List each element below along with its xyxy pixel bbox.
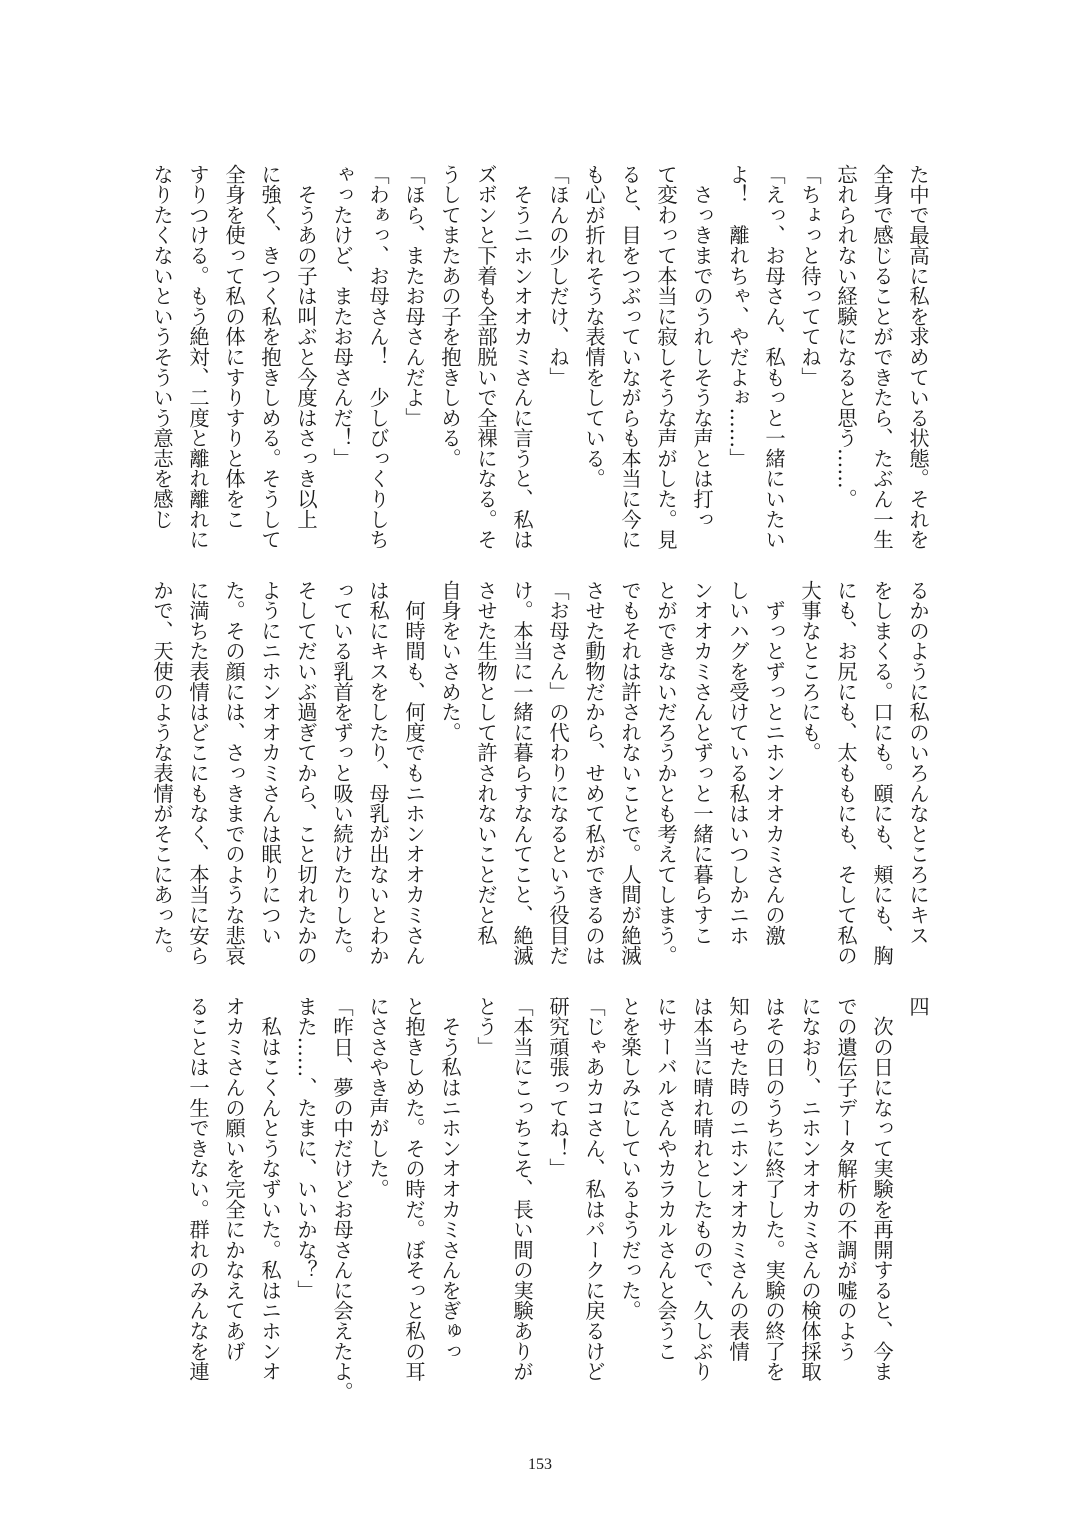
text-line: ると、目をつぶっていながらも本当に今に xyxy=(618,164,642,550)
text-line: さっきまでのうれしそうな声とは打っ xyxy=(690,164,714,530)
text-line: 知らせた時のニホンオオカミさんの表情 xyxy=(726,996,750,1362)
text-line: 忘れられない経験になると思う……。 xyxy=(834,164,858,509)
text-line: での遺伝子データ解析の不調が嘘のよう xyxy=(834,996,858,1362)
text-line: そしてだいぶ過ぎてから、こと切れたかの xyxy=(294,580,318,966)
text-line: は私にキスをしたり、母乳が出ないとわか xyxy=(366,580,390,966)
text-line: かで、天使のような表情がそこにあった。 xyxy=(150,580,174,966)
text-line: ずっとずっとニホンオオカミさんの激 xyxy=(762,580,786,946)
text-line: そう私はニホンオオカミさんをぎゅっ xyxy=(438,996,462,1362)
text-block-middle xyxy=(144,580,936,980)
text-line: と抱きしめた。その時だ。ぼそっと私の耳 xyxy=(402,996,426,1382)
text-line: 次の日になって実験を再開すると、今ま xyxy=(870,996,894,1382)
text-line: すりつける。もう絶対、二度と離れ離れに xyxy=(186,164,210,550)
text-line: なりたくないというそういう意志を感じ xyxy=(150,164,174,530)
text-line: に満ちた表情はどこにもなく、本当に安ら xyxy=(186,580,210,966)
text-line: 全身を使って私の体にすりすりと体をこ xyxy=(222,164,246,530)
text-line: た。その顔には、さっきまでのような悲哀 xyxy=(222,580,246,966)
text-line: オカミさんの願いを完全にかなえてあげ xyxy=(222,996,246,1362)
text-line: 「ちょっと待っててね」 xyxy=(798,164,822,388)
text-line: 研究頑張ってね！」 xyxy=(546,996,570,1179)
text-line: ようにニホンオオカミさんは眠りについ xyxy=(258,580,282,946)
text-line: うしてまたあの子を抱きしめる。 xyxy=(438,164,462,469)
text-line: ゃったけど、またお母さんだ！」 xyxy=(330,164,354,469)
text-line: た中で最高に私を求めている状態。それを xyxy=(906,164,930,550)
text-line: ズボンと下着も全部脱いで全裸になる。そ xyxy=(474,164,498,550)
text-line: になおり、ニホンオオカミさんの検体採取 xyxy=(798,996,822,1382)
text-line: また……、たまに、いいかな？」 xyxy=(294,996,318,1301)
text-line: はその日のうちに終了した。実験の終了を xyxy=(762,996,786,1382)
text-line: て変わって本当に寂しそうな声がした。見 xyxy=(654,164,678,550)
text-block-top xyxy=(144,164,936,564)
text-line: るかのように私のいろんなところにキス xyxy=(906,580,930,946)
text-line: 自身をいさめた。 xyxy=(438,580,462,743)
text-line: ンオオカミさんとずっと一緒に暮らすこ xyxy=(690,580,714,946)
text-line: 何時間も、何度でもニホンオオカミさん xyxy=(402,580,426,966)
text-line: け。本当に一緒に暮らすなんてこと、絶滅 xyxy=(510,580,534,966)
text-line: にサーバルさんやカラカルさんと会うこ xyxy=(654,996,678,1362)
text-line: にささやき声がした。 xyxy=(366,996,390,1199)
text-line: しいハグを受けている私はいつしかニホ xyxy=(726,580,750,946)
text-line: 「昨日、夢の中だけどお母さんに会えたよ。 xyxy=(330,996,354,1402)
text-line: させた生物として許されないことだと私 xyxy=(474,580,498,946)
text-line: にも、お尻にも、太ももにも、そして私の xyxy=(834,580,858,966)
text-line: 全身で感じることができたら、たぶん一生 xyxy=(870,164,894,550)
text-line: させた動物だから、せめて私ができるのは xyxy=(582,580,606,966)
text-line: も心が折れそうな表情をしている。 xyxy=(582,164,606,489)
text-line: 「本当にこっちこそ、長い間の実験ありが xyxy=(510,996,534,1382)
text-line: でもそれは許されないことで。人間が絶滅 xyxy=(618,580,642,966)
text-line: とを楽しみにしているようだった。 xyxy=(618,996,642,1321)
text-line: ることは一生できない。群れのみんなを連 xyxy=(186,996,210,1382)
text-line: とう」 xyxy=(474,996,498,1057)
text-line: 「お母さん」の代わりになるという役目だ xyxy=(546,580,570,966)
text-line: 「わぁっ、お母さん！ 少しびっくりしち xyxy=(366,164,390,550)
text-line: とができないだろうかとも考えてしまう。 xyxy=(654,580,678,966)
text-line: 「ほら、またお母さんだよ」 xyxy=(402,164,426,428)
text-line: そうあの子は叫ぶと今度はさっき以上 xyxy=(294,164,318,530)
page-number: 153 xyxy=(528,1456,552,1473)
text-line: 「えっ、お母さん、私もっと一緒にいたい xyxy=(762,164,786,550)
text-line: 私はこくんとうなずいた。私はニホンオ xyxy=(258,996,282,1382)
text-line: そうニホンオオカミさんに言うと、私は xyxy=(510,164,534,550)
text-line: に強く、きつく私を抱きしめる。そうして xyxy=(258,164,282,550)
chapter-heading: 四 xyxy=(906,996,930,1017)
text-block-bottom xyxy=(144,996,936,1402)
text-line: 「ほんの少しだけ、ね」 xyxy=(546,164,570,388)
text-line: っている乳首をずっと吸い続けたりした。 xyxy=(330,580,354,966)
text-line: 「じゃあカコさん、私はパークに戻るけど xyxy=(582,996,606,1382)
text-line: をしまくる。口にも。頤にも、頬にも、胸 xyxy=(870,580,894,966)
text-line: は本当に晴れ晴れとしたもので、久しぶり xyxy=(690,996,714,1382)
text-line: 大事なところにも。 xyxy=(798,580,822,763)
text-line: よ！ 離れちゃ、やだよぉ……」 xyxy=(726,164,750,469)
